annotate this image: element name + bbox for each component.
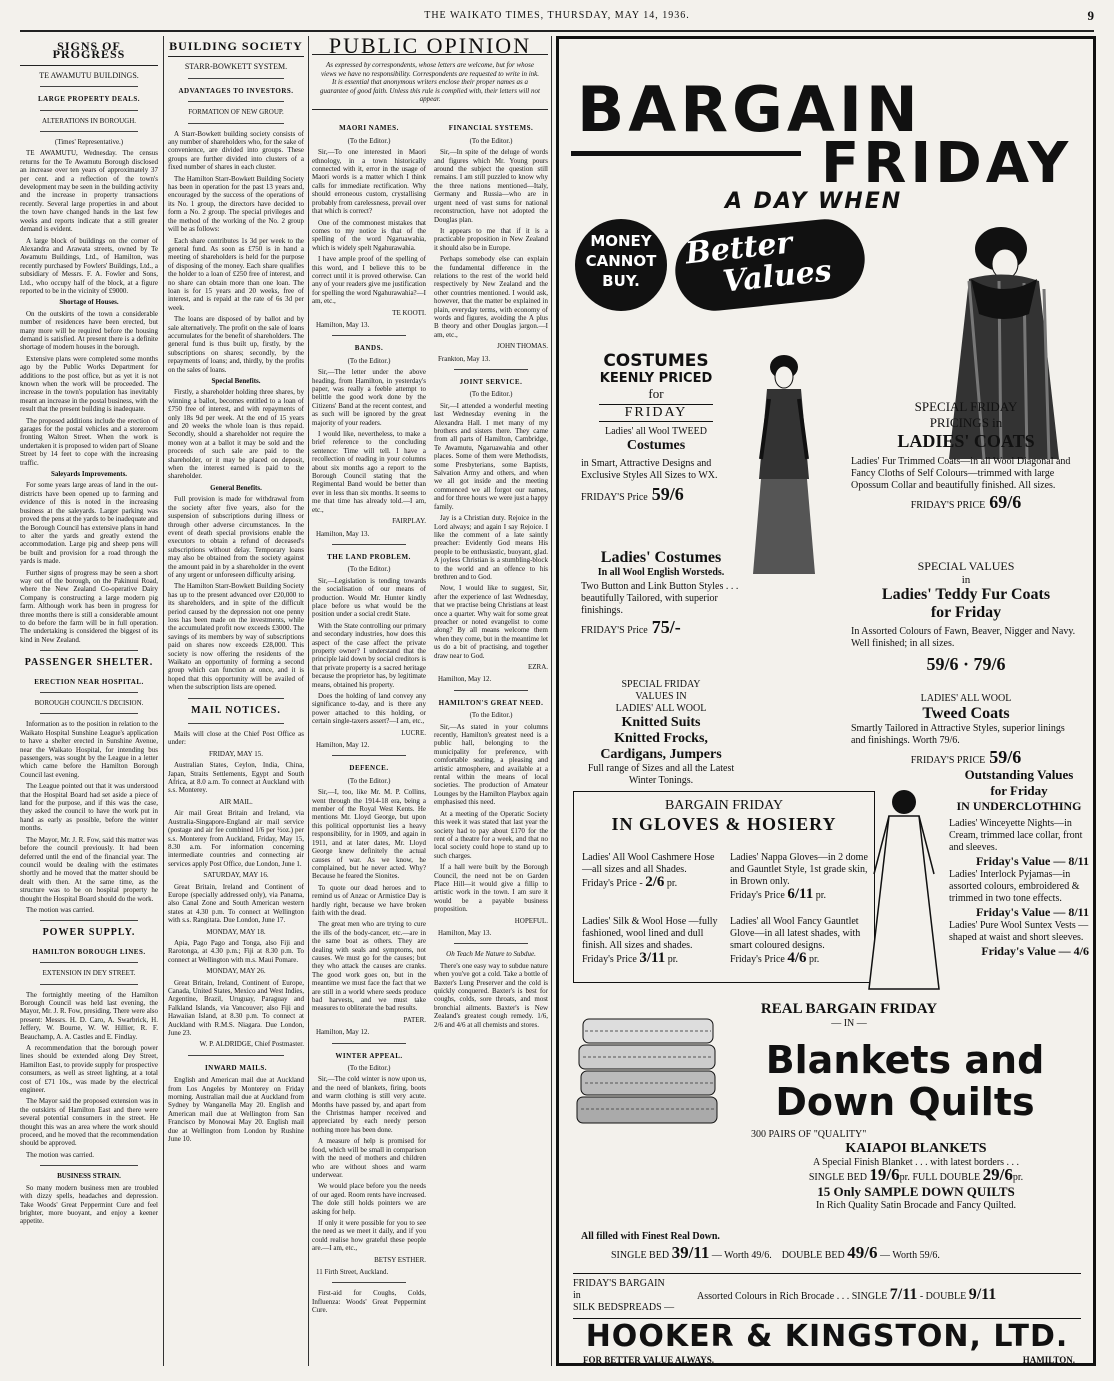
tweed-description: Smartly Tailored in Attractive Styles, superior linings and finishings. Worth 79/6. bbox=[851, 723, 1065, 746]
subheading: ADVANTAGES TO INVESTORS. bbox=[178, 86, 294, 95]
tweed-heading: Tweed Coats bbox=[922, 705, 1010, 722]
masthead: THE WAIKATO TIMES, THURSDAY, MAY 14, 1936. bbox=[424, 10, 690, 21]
signature: JOHN THOMAS. bbox=[497, 342, 548, 351]
paragraph: Sir,—The letter under the above heading, from Hamilton, in yesterday's paper, was really a feeble attempt to belittle the good work done by the Citizens' Band at the recent contest, and as such will be ignored by the great majority of your readers. bbox=[312, 368, 426, 427]
paragraph: If only it were possible for you to see the need as we meet it daily, and if you could realise how grateful these people are.—I am, etc., bbox=[312, 1218, 426, 1253]
signature: TE KOOTI. bbox=[392, 308, 426, 317]
worth: — Worth 49/6. bbox=[711, 1250, 772, 1261]
costumes-heading: COSTUMES bbox=[603, 351, 709, 371]
section-heading: Saleyards Improvements. bbox=[50, 470, 128, 479]
paragraph: The great men who are trying to cure the ills of the body-cancer, etc.—are in the same boat as others. They are dealing with seals and symptoms, not causes. We must go for the causes; but they who attack the causes are cranks. The good work goes on, but in the meantime we must face the fact that we are still in a world where seeds produce bad harvests, and we must take measures to obliterate the bad results. bbox=[312, 920, 426, 1013]
costumes-line: Costumes bbox=[626, 438, 686, 453]
price: 29/6 bbox=[982, 1165, 1013, 1184]
letter-heading: DEFENCE. bbox=[349, 764, 389, 773]
subheading: EXTENSION IN DEY STREET. bbox=[42, 969, 136, 978]
under-heading: Outstanding Values bbox=[964, 767, 1074, 782]
money-cannot-buy-badge bbox=[575, 219, 667, 311]
paragraph: Sir,—To one interested in Maori ethnology, in a town historically connected with it, error in the usage of Maori words is a matter which I think calls for immediate rectification. Why should erroneous custom, crystallising probably from carelessness, prevail over that which is correct? bbox=[312, 148, 426, 216]
article-subtitle: TE AWAMUTU BUILDINGS. bbox=[39, 70, 139, 80]
paragraph: On the outskirts of the town a considerable number of residences have been erected, but many more will be required before the housing demand is satisfied. At present there is a definite shortage of modern houses in the borough. bbox=[20, 309, 158, 352]
item-description: Ladies' all Wool Fancy Gauntlet Glove—in all latest shades, with smart coloured designs. bbox=[730, 916, 861, 951]
blankets-heading: REAL BARGAIN FRIDAY bbox=[760, 1001, 938, 1017]
teddy-heading: SPECIAL VALUES bbox=[917, 559, 1015, 573]
letter-heading: THE LAND PROBLEM. bbox=[327, 552, 411, 561]
item-description: Ladies' Interlock Pyjamas—in assorted colours, embroidered & trimmed in two tone effects. bbox=[949, 869, 1080, 904]
subheading: INWARD MAILS. bbox=[204, 1063, 268, 1072]
price: 39/11 bbox=[671, 1243, 710, 1262]
date-heading: MONDAY, MAY 26. bbox=[206, 967, 266, 976]
page-header bbox=[20, 6, 1094, 32]
price-label: FULL DOUBLE bbox=[912, 1172, 981, 1183]
paragraph: If a hall were built by the Borough Council, the need not be on Garden Place Hill—it would give a fillip to artistic work in the town. I am sure it would be a payable business proposition. bbox=[434, 863, 548, 914]
dateline: Hamilton, May 13. bbox=[316, 529, 370, 538]
letter-heading: Oh Teach Me Nature to Subdue. bbox=[446, 950, 536, 959]
paragraph: The Mayor said the proposed extension was in the outskirts of Hamilton East and there were several potential consumers in the street. He thought this was an area where the work should proceed, and he moved that the recommendation should be approved. bbox=[20, 1097, 158, 1148]
advert-note: First-aid for Coughs, Colds, Influenza: Woods' Great Peppermint Cure. bbox=[312, 1289, 426, 1315]
bedspreads-line: FRIDAY'S BARGAIN bbox=[573, 1278, 665, 1289]
tweed-heading: LADIES' ALL WOOL bbox=[920, 693, 1012, 704]
letters-right bbox=[434, 116, 548, 1317]
to-editor: (To the Editor.) bbox=[347, 136, 391, 145]
paragraph: Extensive plans were completed some months ago by the Public Works Department for additions to the post office, but as yet it is not known when the work will be proceeded. The increase in the town's population has inevitably meant an increase in the postal business, with the result that the present building is inadequate. bbox=[20, 354, 158, 414]
paragraph: Sir,—Legislation is tending towards the socialisation of our means of production. Would Mr. Hunter kindly place before us what would be the position under a social credit State. bbox=[312, 576, 426, 619]
subheading: BOROUGH COUNCIL'S DECISION. bbox=[34, 699, 144, 707]
paragraph: Sir,—I attended a wonderful meeting last Wednesday evening in the Alexandra Hall. I met many of my brothers and sisters there. They came from all parts of Hamilton, Cambridge, Te Awamutu, Ngaruawahia and other places. Some of them were Methodists, some Presbyterians, some Baptists, Salvation Army and others, and when we all got inside and the meeting commenced we all forgot our names, and for three hours we were just a happy family. bbox=[434, 401, 548, 511]
paragraph: I have ample proof of the spelling of this word, and I believe this to be correct until it is proved otherwise. Can any of your readers give me justification for spelling the word Ngahurawahia?—I am, etc., bbox=[312, 255, 426, 306]
letter-heading: JOINT SERVICE. bbox=[459, 378, 523, 386]
subheading: ALTERATIONS IN BOROUGH. bbox=[41, 116, 137, 125]
signature: HOPEFUL. bbox=[514, 916, 548, 925]
teddy-heading: Ladies' Teddy Fur Coats bbox=[881, 586, 1051, 603]
paragraph: Great Britain, Ireland and Continent of Europe (specially addressed only), via Panama, also Canal Zone and South American western states at 4.30 p.m. To connect at Wellington with s.s. Rangitata. Due London, June 17. bbox=[168, 882, 304, 925]
gloves-hosiery-block bbox=[573, 791, 875, 983]
script-word: Better bbox=[683, 225, 794, 272]
date-heading: SATURDAY, MAY 16. bbox=[203, 871, 269, 880]
teddy-heading: for Friday bbox=[930, 604, 1002, 621]
unit: pr. bbox=[809, 954, 820, 965]
price: 2/6 bbox=[645, 874, 665, 890]
paragraph: With the State controlling our primary and secondary industries, how does this aspect of the case affect the private property owner? I understand that the principle laid down by social creditors is that private property is a sacred heritage because the proprietor has, by legitimate means, obtained his property. bbox=[312, 621, 426, 689]
ad-headline-friday: FRIDAY bbox=[821, 131, 1073, 196]
paragraph: The fortnightly meeting of the Hamilton Borough Council was held last evening, the Mayor, Mr. J. R. Fow, presiding. There were also present: Messrs. H. D. Caro, A. Swarbrick, H. Jeffery, W. Bourne, W. W. Hillier, R. F. Beauchamp, A. A. Castles and E. Findlay. bbox=[20, 990, 158, 1041]
price: 4/6 bbox=[787, 950, 807, 966]
price-label: FRIDAY'S Price bbox=[581, 492, 648, 503]
article-title: SIGNS OF PROGRESS bbox=[20, 36, 158, 66]
paragraph: The motion was carried. bbox=[26, 905, 95, 914]
price: 69/6 bbox=[989, 492, 1022, 512]
price: 75/- bbox=[651, 617, 681, 637]
price: 49/6 bbox=[847, 1243, 878, 1262]
paragraph: A Starr-Bowkett building society consists of any number of shareholders who, for the sake of convenience, are divided into groups. These groups are further divided into clusters of a fixed number of shares in each cluster. bbox=[168, 129, 304, 172]
to-editor: (To the Editor.) bbox=[347, 565, 391, 574]
ladies-costumes-heading: Ladies' Costumes bbox=[600, 549, 722, 566]
knitted-item: Knitted Suits bbox=[621, 715, 701, 730]
paragraph: Great Britain, Ireland, Continent of Europe, Canada, United States, Mexico and West Indies, Argentine, Brazil, Uruguay, Paraguay and Falkland Islands, via Vancouver; also Fiji and Hawaiian Island, at 8.30 p.m. To connect at Auckland with R.M.S. Niagara. Due London, June 23. bbox=[168, 978, 304, 1038]
paragraph: The motion was carried. bbox=[26, 1150, 95, 1159]
subheading: FORMATION OF NEW GROUP. bbox=[188, 108, 284, 117]
letters-left bbox=[312, 116, 426, 1317]
down-quilts-prices bbox=[581, 1231, 1081, 1262]
quilts-line: All filled with Finest Real Down. bbox=[581, 1231, 720, 1242]
price-label: SINGLE BED bbox=[611, 1250, 670, 1261]
page-number: 9 bbox=[1087, 8, 1094, 23]
paragraph: There's one easy way to subdue nature when you've got a cold. Take a bottle of Baxter's Lung Preserver and the cold is quickly conquered. Baxter's is best for coughs, colds, sore throats, and most bronchial ailments. Baxter's is New Zealand's greatest cough remedy. 1/6, 2/6 and 4/6 at all chemists and stores. bbox=[434, 961, 548, 1029]
dateline: Hamilton, May 12. bbox=[316, 1028, 370, 1037]
knitted-heading: LADIES' ALL WOOL bbox=[615, 703, 707, 714]
price: 7/11 bbox=[889, 1286, 918, 1303]
badge-line: MONEY bbox=[590, 232, 652, 250]
paragraph: To quote our dead heroes and to remind us of Anzac or Armistice Day is hardly right, because we have broken faith with the dead. bbox=[312, 883, 426, 917]
section-title: PUBLIC OPINION bbox=[312, 36, 548, 55]
badge-line: BUY. bbox=[602, 272, 640, 290]
column-public-opinion bbox=[312, 36, 548, 1366]
paragraph: Further signs of progress may be seen a short way out of the borough, on the Pakinuui Road, where the New Zealand Co-operative Dairy Company is constructing a large modern pig farm. Although work has been in progress for three months there is still a considerable amount to do before the farm will be in full operation. The undertaking is considered the biggest of its kind in New Zealand. bbox=[20, 568, 158, 644]
woman-costume-illustration bbox=[739, 349, 829, 579]
better-values-script bbox=[684, 224, 833, 303]
signature: W. P. ALDRIDGE, Chief Postmaster. bbox=[199, 1040, 304, 1049]
knitted-block bbox=[581, 679, 741, 787]
paragraph: Does the holding of land convey any significance to-day, and is there any power attached to this holding, or certain single-taxers assert?—I am, etc., bbox=[312, 692, 426, 726]
column-building-society bbox=[168, 36, 304, 1366]
costumes-block bbox=[581, 351, 731, 505]
firm-name: HOOKER & KINGSTON, LTD. bbox=[585, 1319, 1069, 1354]
date-heading: AIR MAIL. bbox=[219, 797, 253, 806]
signature: LUCRE. bbox=[401, 728, 426, 737]
gloves-heading: IN GLOVES & HOSIERY bbox=[611, 814, 837, 834]
blankets-heading: — IN — bbox=[831, 1018, 867, 1029]
price: 9/11 bbox=[968, 1286, 997, 1303]
subheading: ERECTION NEAR HOSPITAL. bbox=[34, 677, 144, 686]
knitted-description: Full range of Sizes and all the Latest Winter Tonings. bbox=[587, 763, 735, 786]
price-label: - DOUBLE bbox=[919, 1291, 967, 1302]
costumes-line: Ladies' all Wool TWEED bbox=[605, 426, 707, 437]
price: Friday's Value — 8/11 bbox=[975, 905, 1089, 919]
price: 59/6 bbox=[989, 747, 1022, 767]
letter-heading: MAORI NAMES. bbox=[339, 124, 399, 133]
price: 59/6 bbox=[651, 484, 684, 504]
price-label: FRIDAY'S PRICE bbox=[910, 755, 986, 766]
bedspreads-line: SILK BEDSPREADS — bbox=[573, 1302, 675, 1313]
article-title: BUILDING SOCIETY bbox=[168, 36, 304, 57]
kaiapoi-blankets-block bbox=[751, 1129, 1081, 1212]
teddy-description: In Assorted Colours of Fawn, Beaver, Nigger and Navy. Well finished; in all sizes. bbox=[851, 626, 1076, 649]
quilts-line: In Rich Quality Satin Brocade and Fancy Quilted. bbox=[816, 1200, 1016, 1211]
article-title: POWER SUPPLY. bbox=[42, 927, 136, 939]
article-title: PASSENGER SHELTER. bbox=[24, 657, 154, 669]
price: Friday's Value — 4/6 bbox=[981, 944, 1089, 958]
letter-heading: FINANCIAL SYSTEMS. bbox=[448, 124, 534, 133]
paragraph: Australian States, Ceylon, India, China, Japan, Straits Settlements, Egypt and South Africa, at 8.0 a.m. To connect at Auckland with s.s. Monterey. bbox=[168, 761, 304, 795]
signature: PATER. bbox=[403, 1015, 426, 1024]
costumes-for: for bbox=[648, 386, 664, 401]
signature: BETSY ESTHER. bbox=[374, 1255, 426, 1264]
item-description: Ladies' Pure Wool Suntex Vests —shaped at waist and short sleeves. bbox=[949, 920, 1089, 943]
blankets-title-line: Down Quilts bbox=[775, 1080, 1035, 1124]
paragraph: So many modern business men are troubled with dizzy spells, headaches and depression. Take Woods' Great Peppermint Cure and feel brighter, more buoyant, and enjoy a keener appetite. bbox=[20, 1183, 158, 1226]
section-heading: Shortage of Houses. bbox=[59, 298, 119, 307]
dateline: Hamilton, May 12. bbox=[316, 741, 370, 750]
letter-heading: BANDS. bbox=[354, 344, 384, 353]
badge-line: CANNOT bbox=[585, 252, 657, 270]
date-heading: MONDAY, MAY 18. bbox=[206, 927, 266, 936]
knitted-item: Cardigans, Jumpers bbox=[600, 747, 722, 762]
under-heading: for Friday bbox=[990, 783, 1048, 798]
knitted-heading: SPECIAL FRIDAY bbox=[621, 679, 701, 690]
letter-heading: WINTER APPEAL. bbox=[335, 1051, 403, 1060]
paragraph: A large block of buildings on the corner of Alexandra and Arawata streets, owned by Te Awamutu Buildings, Ltd., of Hamilton, was recently purchased by Fowlers' Buildings, Ltd., a subsidiary of Messrs. F. A. Fowler and Sons, Ltd., who occupy half of the block, at a figure reported to be in the vicinity of £9000. bbox=[20, 236, 158, 295]
hose-item bbox=[582, 852, 722, 890]
price: Friday's Value — 8/11 bbox=[975, 854, 1089, 868]
paragraph: At a meeting of the Operatic Society this week it was stated that last year the society had to pay about £170 for the rent of a theatre for a week, and that no local society could hope to stand up to such charges. bbox=[434, 809, 548, 860]
paragraph: Sir,—In spite of the deluge of words and figures which Mr. Young pours around the subject the question still remains. I am still puzzled to know why the three nations mentioned—Italy, Germany and Russia—who are in urgent need of vast sums for national reconstruction, have not adopted the Douglas plan. bbox=[434, 148, 548, 224]
paragraph: The Hamilton Starr-Bowkett Building Society has up to the present advanced over £20,000 to its shareholders, and in spite of the difficult period caused by the depression not one penny loss has been made on the investments, while the accumulated profit now exceeds £3000. The savings of its members by way of subscriptions paid on shares now exceeds £28,000. This society is now offering the residents of the Waikato an opportunity of forming a second group which can function at once, and it is hoped that this opportunity will be availed of when the subscription lists are opened. bbox=[168, 582, 304, 692]
paragraph: I would like, nevertheless, to make a brief reference to the concluding sentence: Time will tell. I have a recollection of reading in your columns about six months ago a report to the Borough Council stating that the Regimental Band would be better than ever in less than six months. It seems to me that time has already told.—I am, etc., bbox=[312, 430, 426, 514]
unit: pr. bbox=[1012, 1172, 1024, 1183]
quilts-line: 15 Only SAMPLE DOWN QUILTS bbox=[817, 1184, 1015, 1199]
price: 6/11 bbox=[787, 886, 814, 902]
knitted-heading: VALUES IN bbox=[635, 691, 687, 702]
column-signs-of-progress bbox=[20, 36, 158, 1366]
subheading: LARGE PROPERTY DEALS. bbox=[38, 95, 140, 104]
item-description: Ladies' Winceyette Nights—in Cream, trimmed lace collar, front and sleeves. bbox=[949, 818, 1083, 853]
unit: pr. bbox=[667, 954, 678, 965]
worth: — Worth 59/6. bbox=[880, 1250, 940, 1261]
paragraph: For some years large areas of land in the out-districts have been opened up to farming and evidence of this is noted in the increasing business at the saleyards. Larger parking was proved the pens at the yards to be inadequate and the Borough Council has extensive plans in hand to alter the yards and greatly extend the accommodation. Large pig and sheep pens will be built and provision for a road through the yards is made. bbox=[20, 481, 158, 566]
under-heading: IN UNDERCLOTHING bbox=[956, 799, 1082, 813]
teddy-heading: in bbox=[961, 574, 971, 586]
article-subtitle: STARR-BOWKETT SYSTEM. bbox=[184, 62, 288, 72]
blankets-title bbox=[725, 1039, 1085, 1123]
section-heading: Special Benefits. bbox=[211, 377, 261, 385]
price-label: SINGLE BED bbox=[808, 1172, 867, 1183]
letter-heading: HAMILTON'S GREAT NEED. bbox=[438, 698, 544, 707]
price-label: Friday's Price bbox=[730, 890, 785, 901]
price: 19/6 bbox=[869, 1165, 900, 1184]
to-editor: (To the Editor.) bbox=[469, 136, 513, 145]
coats-heading: SPECIAL FRIDAY bbox=[914, 399, 1018, 414]
costumes-description: in Smart, Attractive Designs and Exclusive Styles All Sizes to WX. bbox=[581, 458, 718, 481]
bedspreads-block bbox=[573, 1273, 1081, 1319]
paragraph: Sir,—The cold winter is now upon us, and the need of blankets, firing, boots and warm clothing is still very acute. Months have passed by, and apart from the Christmas hamper received and appreciated by each needy person nothing more has been done. bbox=[312, 1075, 426, 1134]
firm-town: HAMILTON. bbox=[1022, 1355, 1075, 1365]
blankets-heading-block bbox=[719, 1001, 979, 1030]
to-editor: (To the Editor.) bbox=[347, 1064, 391, 1073]
item-description: Ladies' Nappa Gloves—in 2 dome and Gauntlet Style, 1st grade skin, in Brown only. bbox=[730, 852, 868, 887]
paragraph: Sir,—As stated in your columns recently, Hamilton's greatest need is a public hall, belonging to the municipality for preference, with comfortable seating, a pleasing and artistic atmosphere, and available at a rental within the means of local societies. The production of Amateur Lounges by the Hamilton Playbox again emphasised this need. bbox=[434, 722, 548, 807]
unit: pr. bbox=[899, 1172, 910, 1183]
dateline: Hamilton, May 12. bbox=[438, 675, 492, 684]
price-label: FRIDAY'S Price bbox=[581, 625, 648, 636]
paragraph: The Mayor, Mr. J. R. Fow, said this matter was before the council previously. It had been deferred until the end of the financial year. The council would be dealing with the estimates shortly and he moved that the matter should be dealt with then. At the same time, as the structure was to be on hospital property he thought the Hospital Board should do the work. bbox=[20, 835, 158, 903]
item-description: Ladies' Silk & Wool Hose —fully fashioned, wool lined and dull finish. All sizes and shades. bbox=[582, 916, 718, 951]
costumes-subheading: KEENLY PRICED bbox=[599, 371, 713, 386]
paragraph: The League pointed out that it was understood that the Hospital Board had set aside a piece of land for the purpose, and if this was the case, they asked the council to have the work put in hand as early as possible, before the winter months. bbox=[20, 782, 158, 833]
bedspreads-description: Assorted Colours in Rich Brocade . . . SINGLE bbox=[697, 1291, 888, 1302]
ladies-costumes-block bbox=[581, 549, 741, 638]
price-label: FRIDAY'S PRICE bbox=[910, 500, 986, 511]
paragraph: We would place before you the needs of our aged. Room rents have increased. The dole still holds pointers we are asking for help. bbox=[312, 1182, 426, 1216]
paragraph: Sir,—I, too, like Mr. M. P. Collins, went through the 1914-18 era, being a member of the Royal West Kents. He mentions Mr. Lloyd George, but upon this political opportunist lies a heavy responsibility, for in 1909, and again in 1911, and at later dates, Mr. Lloyd George knew definitely the actual causes of war. As we know, he complained, but he never acted. Why? Because he feared the Sionites. bbox=[312, 788, 426, 881]
signature: EZRA. bbox=[527, 663, 548, 671]
price-label: Friday's Price bbox=[582, 954, 637, 965]
paragraph: Perhaps somebody else can explain the fundamental difference in the relations to the rest of the world held respectively by New Zealand and the other countries mentioned. I would ask, however, that the matter be explained in plain, everyday terms, with economy of words and figures, avoiding the A plus B theory and other Douglas jargon.—I am, etc., bbox=[434, 255, 548, 339]
blankets-line: 300 PAIRS OF "QUALITY" bbox=[751, 1129, 867, 1140]
knitted-item: Knitted Frocks, bbox=[614, 731, 708, 746]
dateline: Hamilton, May 13. bbox=[438, 928, 492, 937]
ad-a-day-when: A DAY WHEN bbox=[725, 189, 903, 214]
section-heading: BUSINESS STRAIN. bbox=[57, 1172, 121, 1181]
dateline: Frankton, May 13. bbox=[438, 354, 491, 363]
price: 59/6 · 79/6 bbox=[926, 654, 1006, 674]
date-heading: FRIDAY, MAY 15. bbox=[209, 749, 263, 758]
to-editor: (To the Editor.) bbox=[469, 390, 513, 399]
costumes-friday: FRIDAY bbox=[599, 404, 713, 422]
paragraph: Full provision is made for withdrawal from the society after five years, also for the suspension of subscriptions during illness or through other adverse circumstances. In the event of death special provisions enable the executors to obtain a refund of deceased's subscriptions without delay. Temporary loans may also be obtained from the society against the amount paid in by a shareholder in the event of any urgent or unforeseen difficulty arising. bbox=[168, 495, 304, 579]
paragraph: The Hamilton Starr-Bowkett Building Society has been in operation for the past 13 years and, encouraged by the success of the operations of its No. 1 group, the directors have decided to form a No. 2 group. The special privileges and the method of the working of the No. 2 group will be as follows: bbox=[168, 174, 304, 234]
paragraph: Mails will close at the Chief Post Office as under: bbox=[168, 730, 304, 747]
paragraph: It appears to me that if it is a practicable proposition in New Zealand it should also be in Europe. bbox=[434, 226, 548, 252]
paragraph: A measure of help is promised for food, which will be small in comparison with the need of mothers and children who are without shoes and warm underwear. bbox=[312, 1137, 426, 1179]
paragraph: TE AWAMUTU, Wednesday. The census returns for the Te Awamutu Borough disclosed an increase over ten years of approximately 37 per cent. and a reflection of the town's development may be seen in the building activity and the increase in property transactions recently. Several large properties in and about the town have changed hands in the last few weeks and reports indicate that a still greater demand is evident. bbox=[20, 149, 158, 234]
underclothing-block bbox=[949, 767, 1089, 959]
signature: FAIRPLAY. bbox=[392, 517, 426, 526]
paragraph: The proposed additions include the erection of garages for the postal vehicles and a storeroom fronting Walton Street. When the work is undertaken it is proposed to widen part of Sloane Street by 14 feet to cope with the increasing traffic. bbox=[20, 416, 158, 467]
paragraph: Each share contributes 1s 3d per week to the general fund. As soon as £750 is in hand a meeting of shareholders is held for the purpose of disposing of the money. Each share qualifies the holder to a loan of £250 free of interest, and no share can obtain more than one loan. The loan is for 15 years and 20 weeks, free of interest, and is repaid at the rate of 6s 3d per week. bbox=[168, 236, 304, 312]
paragraph: One of the commonest mistakes that comes to my notice is that of the spelling of the word Ngaruawahia, which is widely spelt Ngahurawahia. bbox=[312, 218, 426, 252]
ladies-costumes-description: Two Button and Link Button Styles . . . beautifully Tailored, with superior finishings. bbox=[581, 581, 739, 616]
hooker-kingston-advertisement bbox=[556, 36, 1096, 1366]
paragraph: Now, I would like to suggest, Sir, after the experience of last Wednesday, that we practise being Christians at least once a quarter. Why wait for some great preacher or noted evangelist to come along? By all means welcome them when they come, but in the meantime let us do a bit of practising, and together draw near to God. bbox=[434, 584, 548, 660]
to-editor: (To the Editor.) bbox=[347, 776, 391, 785]
byline: (Times' Representative.) bbox=[54, 138, 124, 147]
item-description: Ladies' All Wool Cashmere Hose—all sizes and all Shades. bbox=[582, 852, 715, 875]
firm-slogan: FOR BETTER VALUE ALWAYS. bbox=[583, 1355, 715, 1365]
gloves-heading: BARGAIN FRIDAY bbox=[664, 798, 784, 813]
tweed-coats-block bbox=[851, 693, 1081, 768]
paragraph: A recommendation that the borough power lines should be extended along Dey Street, Hamilton East, to provide supply for prospective consumers, as well as street lighting, at a total cost of £71 10s., was made by the electrical engineer. bbox=[20, 1044, 158, 1095]
nappa-gloves-item bbox=[730, 852, 870, 902]
blankets-title-line: Blankets and bbox=[765, 1038, 1045, 1082]
gauntlet-glove-item bbox=[730, 916, 870, 966]
unit: pr. bbox=[666, 878, 678, 889]
paragraph: English and American mail due at Auckland from Los Angeles by Monterey on Friday morning. Australian mail due at Auckland from Sydney by Wanganella May 20. English and American mail due at Wellington from San Francisco by Monowai May 20. English mail due at Wellington from London by Rushine June 10. bbox=[168, 1076, 304, 1144]
to-editor: (To the Editor.) bbox=[347, 356, 391, 365]
section-heading: General Benefits. bbox=[210, 483, 262, 492]
paragraph: Air mail Great Britain and Ireland, via Australia-Singapore-England air mail service (postage and air fee combined 1/6 per ½oz.) per s.s. Monterey from Auckland, Friday, May 15, 8.30 a.m. For information concerning intermediate countries and connecting air services apply Post Office, due London, June 1. bbox=[168, 809, 304, 868]
coats-heading: PRICINGS in bbox=[929, 415, 1003, 430]
unit: pr. bbox=[815, 890, 826, 901]
price-label: Friday's Price bbox=[730, 954, 785, 965]
bedspreads-line: in bbox=[573, 1290, 581, 1301]
editorial-note: As expressed by correspondents, whose letters are welcome, but for whose views we have no responsibility. Correspondents are requested to write in ink. It is essential that anonymous writers enclose their proper names as a guarantee of good faith. Unless this rule is complied with, their letters will not appear. bbox=[312, 55, 548, 110]
ladies-costumes-sub: In all Wool English Worsteds. bbox=[597, 567, 725, 578]
blankets-line: KAIAPOI BLANKETS bbox=[845, 1141, 987, 1156]
to-editor: (To the Editor.) bbox=[469, 711, 513, 720]
paragraph: Information as to the position in relation to the Waikato Hospital Sunshine League's application to have a shelter erected in Sunshine Avenue, near the Waikato Hospital, for intending bus passengers, was sought by the League in a letter which came before the Hamilton Borough Council last evening. bbox=[20, 720, 158, 779]
paragraph: Jay is a Christian duty. Rejoice in the Lord always; and again I say Rejoice. I like the comment of a late saintly preacher: Evidently God means His people to be enthusiastic, buoyant, glad. A joyless Christian is a stumbling-block to the world and an offence to his brethren and to God. bbox=[434, 514, 548, 581]
ad-headline-bargain: BARGAIN bbox=[577, 73, 922, 146]
price-label: DOUBLE BED bbox=[781, 1250, 845, 1261]
price-label: Friday's Price - bbox=[582, 878, 643, 889]
script-word: Values bbox=[720, 253, 834, 300]
silk-hose-item bbox=[582, 916, 722, 966]
coats-block bbox=[851, 399, 1081, 513]
price: 3/11 bbox=[639, 950, 666, 966]
coats-description: Ladies' Fur Trimmed Coats—in all Wool Diagonal and Fancy Cloths of Self Colours—trimmed with large Opossum Collar and beautifully finished. All sizes. bbox=[851, 456, 1071, 491]
paragraph: The loans are disposed of by ballot and by sale alternatively. The profit on the sale of loans accumulates for the benefit of shareholders. The general fund is thus built up, firstly, by the subscriptions on shares; secondly, by the repayments of loans; and, thirdly, by the profits on the sales of loans. bbox=[168, 315, 304, 374]
dateline: Hamilton, May 13. bbox=[316, 320, 370, 329]
coats-heading: LADIES' COATS bbox=[897, 431, 1035, 451]
woman-nightwear-illustration bbox=[859, 784, 949, 994]
teddy-coats-block bbox=[851, 559, 1081, 675]
article-title: MAIL NOTICES. bbox=[191, 704, 281, 716]
dateline: 11 Firth Street, Auckland. bbox=[316, 1267, 389, 1276]
paragraph: Apia, Pago Pago and Tonga, also Fiji and Rarotonga, at 4.30 p.m.; Fiji at 8.30 p.m. To connect at Wellington with m.s. Maui Pomare. bbox=[168, 938, 304, 964]
paragraph: Firstly, a shareholder holding three shares, by winning a ballot, becomes entitled to a loan of £750 free of interest, and with repayments of only 18s 9d per week. At the end of 15 years and 20 weeks the whole loan is thus repaid. Secondly, should a shareholder not require the money won at a ballot it may be sold and the proceeds of such sale are paid to the shareholder, or it may be placed on deposit, when the interest earned is paid to the shareholder. bbox=[168, 388, 304, 481]
blankets-line: A Special Finish Blanket . . . with latest borders . . . bbox=[812, 1157, 1020, 1168]
blanket-stack-illustration bbox=[573, 999, 723, 1129]
subheading: HAMILTON BOROUGH LINES. bbox=[32, 947, 146, 956]
